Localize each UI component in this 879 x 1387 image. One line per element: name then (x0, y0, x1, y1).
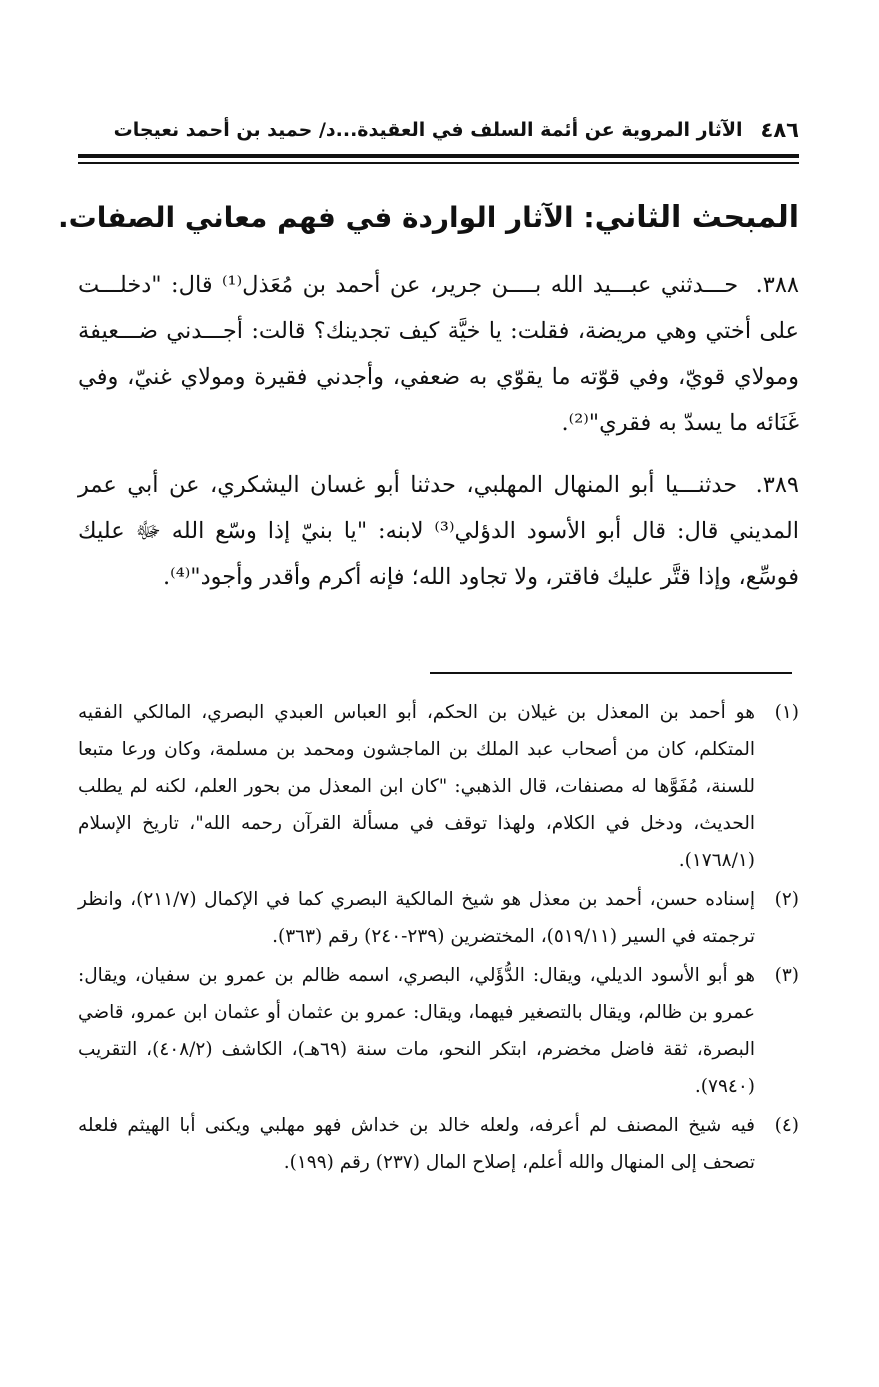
footnote-1 (78, 694, 799, 879)
narration-number: ٣٨٨. (755, 272, 800, 298)
footnote-4 (78, 1107, 799, 1181)
footnote-text: فيه شيخ المصنف لم أعرفه، ولعله خالد بن خداش فهو مهلبي ويكنى أبا الهيثم فلعله تصحف إلى المنهال والله أعلم، إصلاح المال (٢٣٧) رقم (١٩٩). (78, 1115, 755, 1173)
section-title-lead: المبحث الثاني (594, 200, 799, 235)
section-title-rest: : الآثار الواردة في فهم معاني الصفات. (57, 201, 595, 234)
narration-text: حدثنـــيا أبو المنهال المهلبي، حدثنا أبو غسان اليشكري، عن أبي عمر المديني قال: قال أبو الأسود الدؤلي⁽³⁾ لابنه: "يا بنيّ إذا وسّع الله ﷻ عليك فوسِّع، وإذا قتَّر عليك فاقتر، ولا تجاود الله؛ فإنه أكرم وأقدر وأجود"⁽⁴⁾. (78, 472, 799, 590)
footnotes (78, 694, 799, 1183)
footnote-number: (٢) (774, 889, 799, 910)
page-number: ٤٨٦ (760, 118, 799, 142)
section-title (57, 190, 799, 246)
header-rule-thin (78, 162, 799, 164)
header-rule-thick (78, 154, 799, 158)
narration-388 (78, 262, 799, 446)
footnote-3 (78, 957, 799, 1105)
footnote-2 (78, 881, 799, 955)
narration-number: ٣٨٩. (755, 472, 799, 498)
footnote-number: (٣) (774, 965, 799, 986)
footnote-text: هو أبو الأسود الديلي، ويقال: الدُّؤَلي، البصري، اسمه ظالم بن عمرو بن سفيان، ويقال: عمرو بن ظالم، ويقال بالتصغير فيهما، ويقال: عمرو بن عثمان أو عثمان ابن عمرو، قاضي البصرة، ثقة فاضل مخضرم، ابتكر النحو، مات سنة (٦٩هـ)، الكاشف (٤٠٨/٢)، التقريب (٧٩٤٠). (78, 965, 756, 1097)
narration-text: حـــدثني عبـــيد الله بــــن جرير، عن أحمد بن مُعَذل⁽¹⁾ قال: "دخلـــت على أختي وهي مريضة، فقلت: يا خيَّة كيف تجدينك؟ قالت: أجـــدني ضـــعيفة ومولاي قويّ، وفي قوّته ما يقوّي به ضعفي، وأجدني فقيرة ومولاي غنيّ، وفي غَنَائه ما يسدّ به فقري"⁽²⁾. (78, 272, 799, 436)
footnote-text: إسناده حسن، أحمد بن معذل هو شيخ المالكية البصري كما في الإكمال (٢١١/٧)، وانظر ترجمته في السير (٥١٩/١١)، المختضرين (٢٣٩-٢٤٠) رقم (٣٦٣). (78, 889, 755, 947)
narration-389 (78, 462, 799, 600)
footnote-number: (٤) (774, 1115, 799, 1136)
footnote-separator (430, 672, 792, 674)
running-header (78, 108, 799, 152)
footnote-text: هو أحمد بن المعذل بن غيلان بن الحكم، أبو العباس العبدي البصري، المالكي الفقيه المتكلم، كان من أصحاب عبد الملك بن الماجشون ومحمد بن مسلمة، وكان ورعا متبعا للسنة، مُفَوَّها له مصنفات، قال الذهبي: "كان ابن المعذل من بحور العلم، لكنه لم يطلب الحديث، ودخل في الكلام، ولهذا توقف في مسألة القرآن رحمه الله"، تاريخ الإسلام (١٧٦٨/١). (78, 702, 755, 871)
running-title: الآثار المروية عن أئمة السلف في العقيدة...د/ حميد بن أحمد نعيجات (113, 119, 743, 141)
footnote-number: (١) (774, 702, 799, 723)
main-text (78, 262, 799, 600)
